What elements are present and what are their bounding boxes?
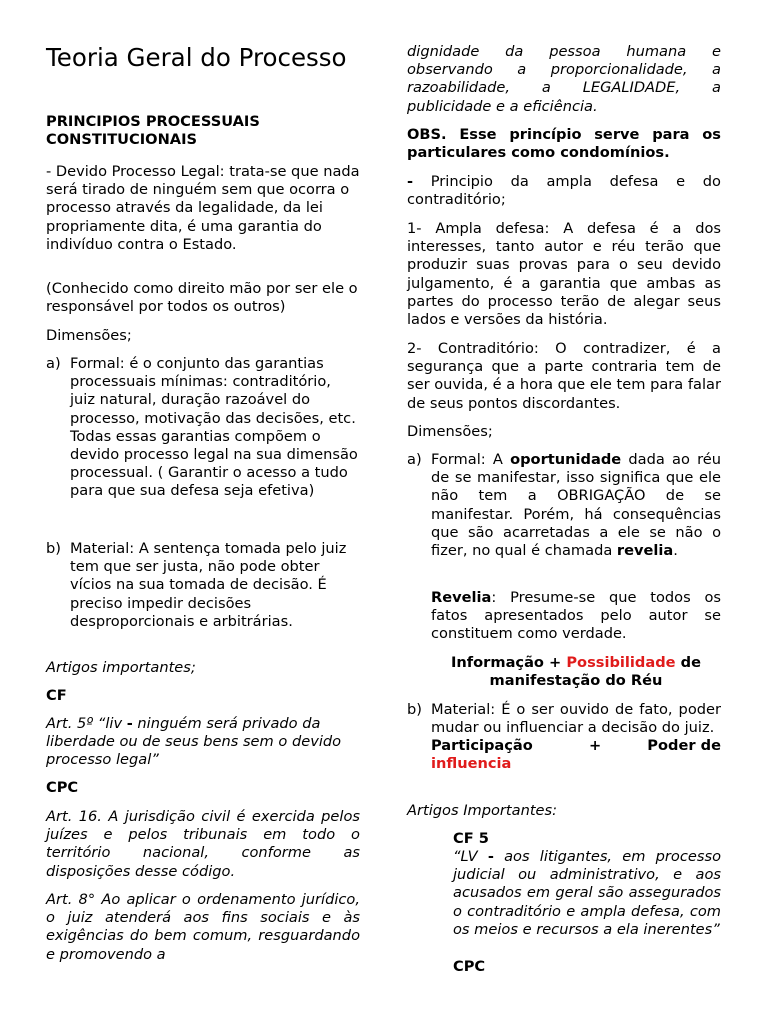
cpc-label-right: CPC: [453, 958, 486, 975]
cpc-label: CPC: [46, 779, 79, 796]
artigos-label: Artigos importantes;: [46, 659, 196, 676]
art5-paragraph: [46, 715, 360, 770]
obs-paragraph: OBS. Esse princípio serve para os particulares como condomínios.: [407, 126, 721, 162]
plus-sign: +: [589, 737, 602, 755]
ampla-text: Principio da ampla defesa e do contraditório;: [407, 173, 721, 209]
formal-text-b: dada ao réu de se manifestar, isso significa que ele não tem a OBRIGAÇÃO de se manifestar. Porém, há consequências que são acarretadas a ele se não o fizer, no qual é chamada: [431, 451, 721, 560]
art5-text-b: ninguém será privado da liberdade ou de seus bens sem o devido processo legal”: [46, 715, 342, 769]
art16-paragraph: Art. 16. A jurisdição civil é exercida pelos juízes e pelos tribunais em todo o território nacional, conforme as disposições desse código.: [46, 808, 360, 880]
art8-paragraph: Art. 8° Ao aplicar o ordenamento jurídico, o juiz atenderá aos fins sociais e às exigências do bem comum, resguardando e promovendo a: [46, 891, 360, 963]
section-heading: PRINCIPIOS PROCESSUAIS CONSTITUCIONAIS: [46, 113, 260, 149]
list-marker: a): [407, 451, 422, 468]
informacao-text: Informação +: [450, 654, 567, 671]
possibilidade-text: Possibilidade: [566, 654, 676, 671]
conhecido-paragraph: (Conhecido como direito mão por ser ele o responsável por todos os outros): [46, 280, 358, 316]
list-marker: b): [407, 701, 422, 718]
list-item-text: Material: É o ser ouvido de fato, poder mudar ou influenciar a decisão do juiz.: [431, 701, 721, 737]
revelia-bold: revelia: [616, 542, 674, 560]
revelia-label: Revelia: [431, 589, 492, 606]
revelia-text: : Presume-se que todos os fatos apresentados pelo autor se constituem como verdade.: [431, 589, 721, 643]
dimensoes-label: Dimensões;: [46, 327, 132, 344]
list-item-formal-right: [407, 451, 721, 560]
artigos-label-right: Artigos Importantes:: [407, 802, 558, 819]
list-marker: a): [46, 355, 61, 372]
ampla-defesa-paragraph: 1- Ampla defesa: A defesa é a dos interesses, tanto autor e réu terão que produzir suas provas para o seu devido julgamento, é a garantia que ambas as partes do processo terão de alegar seus lados e versões da história.: [407, 220, 721, 329]
list-item-formal: [46, 355, 360, 501]
influencia-text: influencia: [431, 755, 512, 773]
dimensoes-label-right: Dimensões;: [407, 423, 493, 440]
devido-processo-paragraph: - Devido Processo Legal: trata-se que nada será tirado de ninguém sem que ocorra o processo através da legalidade, da lei propriamente dita, é uma garantia do indivíduo contra o Estado.: [46, 163, 360, 253]
contraditorio-paragraph: 2- Contraditório: O contradizer, é a segurança que a parte contraria tem de ser ouvida, é a hora que ele tem para falar de seus pontos discordantes.: [407, 340, 721, 412]
list-item-text: [431, 451, 721, 560]
participacao-formula: [431, 737, 721, 755]
lv-text-a: “LV: [453, 848, 488, 865]
revelia-paragraph: [431, 589, 721, 644]
cf5-label: CF 5: [453, 830, 489, 847]
formal-text-end: .: [673, 542, 678, 560]
formal-text-a: Formal: A: [431, 451, 511, 468]
dignidade-paragraph: dignidade da pessoa humana e observando a proporcionalidade, a razoabilidade, a LEGALIDADE, a publicidade e a eficiência.: [407, 43, 721, 115]
list-item-text: Formal: é o conjunto das garantias processuais mínimas: contraditório, juiz natural, duração razoável do processo, motivação das decisões, etc. Todas essas garantias compõem o devido processo legal na sua dimensão processual. ( Garantir o acesso a tudo para que sua defesa seja efetiva): [70, 355, 358, 500]
oportunidade-bold: oportunidade: [510, 451, 622, 468]
list-item-text: Material: A sentença tomada pelo juiz tem que ser justa, não pode obter vícios na sua tomada de decisão. É preciso impedir decisões desproporcionais e arbitrárias.: [70, 540, 347, 630]
lv-paragraph: [453, 848, 721, 939]
manifestacao-text: de manifestação do Réu: [489, 654, 701, 690]
poder-text: Poder de: [647, 737, 721, 755]
participacao-text: Participação: [431, 737, 533, 755]
art5-text-a: Art. 5º “liv: [46, 715, 127, 732]
list-marker: b): [46, 540, 61, 557]
page-title: Teoria Geral do Processo: [46, 43, 347, 72]
lv-text-b: aos litigantes, em processo judicial ou administrativo, e aos acusados em geral são assegurados o contraditório e ampla defesa, com os meios e recursos a ela inerentes”: [453, 848, 721, 938]
informacao-formula: [431, 654, 721, 690]
art5-dash: -: [126, 715, 133, 732]
list-item-material: [46, 540, 360, 631]
list-item-material-right: [407, 701, 721, 774]
cf-label: CF: [46, 687, 67, 704]
lv-dash: -: [487, 848, 494, 865]
ampla-dash: -: [407, 173, 414, 190]
ampla-defesa-heading: [407, 173, 721, 209]
